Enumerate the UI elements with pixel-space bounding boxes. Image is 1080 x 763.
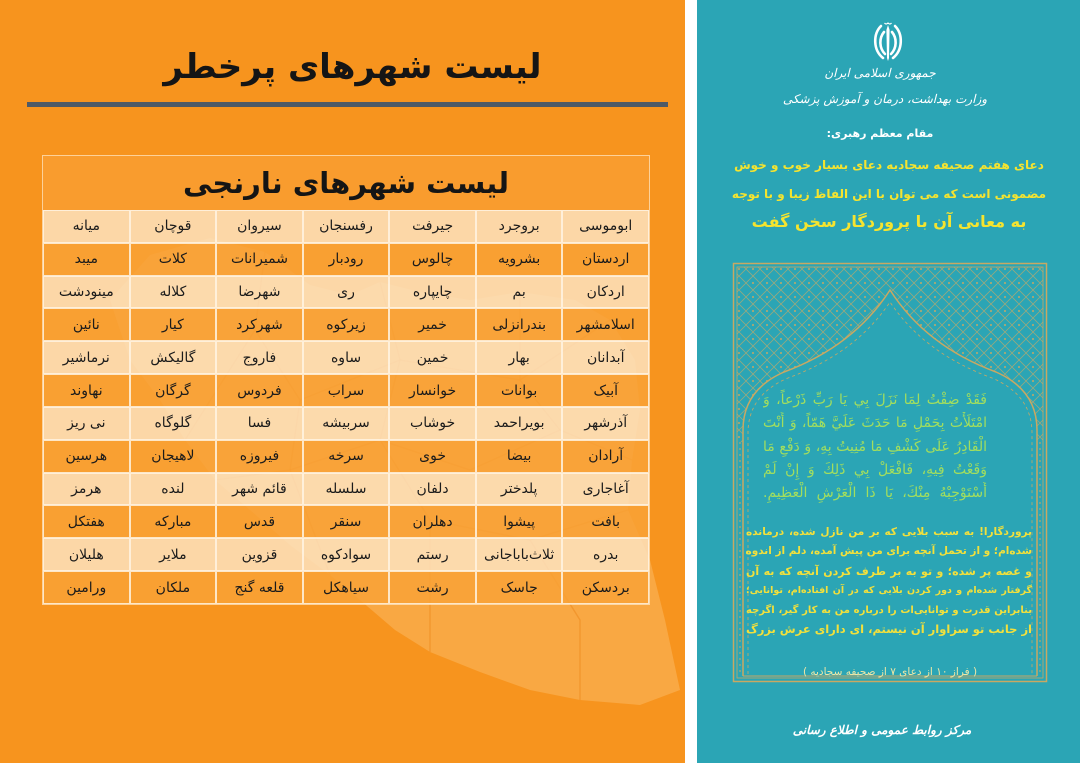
quote-line: دعای هفتم صحیفه سجادیه دعای بسیار خوب و خوش xyxy=(734,158,1044,172)
city-cell: بروجرد xyxy=(476,210,563,243)
city-cell: شمیرانات xyxy=(216,243,303,276)
city-cell: جاسک xyxy=(476,571,563,604)
city-cell: فاروج xyxy=(216,341,303,374)
citation: ( فراز ۱۰ از دعای ۷ از صحیفه سجادیه ) xyxy=(802,666,978,678)
table-title: لیست شهرهای نارنجی xyxy=(43,156,649,210)
city-cell: کلاله xyxy=(130,276,217,309)
city-cell: پلدختر xyxy=(476,473,563,506)
translation-line: از جانب تو سزاوار آن نیستم، ای دارای عرش بزرگ xyxy=(746,621,1032,636)
city-cell: ری xyxy=(303,276,390,309)
city-cell: مبارکه xyxy=(130,505,217,538)
quote-line: مضمونی است که می توان با این الفاظ زیبا و با توجه xyxy=(731,186,1047,201)
city-cell: ملکان xyxy=(130,571,217,604)
city-cell: بهار xyxy=(476,341,563,374)
city-cell: آبیک xyxy=(562,374,649,407)
prayer-arabic xyxy=(763,389,987,505)
city-cell: رستم xyxy=(389,538,476,571)
translation-line: و غصه پر شده؛ و تو به بر طرف کردن آنچه که به آن xyxy=(746,564,1032,578)
translation-line: پروردگارا! به سبب بلایی که بر من نازل شده، درمانده xyxy=(746,526,1032,538)
city-cell: شهرضا xyxy=(216,276,303,309)
city-cell: خوشاب xyxy=(389,407,476,440)
prayer-line: امْتَلَأْتُ بِحَمْلِ مَا حَدَثَ عَلَيَّ هَمّاً، وَ أَنْتَ xyxy=(763,415,987,432)
city-cell: بویراحمد xyxy=(476,407,563,440)
prayer-line: وَقَعْتُ فِيهِ، فَافْعَلْ بِي ذَلِكَ وَ إِنْ لَمْ xyxy=(763,461,987,478)
city-cell: ساوه xyxy=(303,341,390,374)
city-cell: قلعه گنج xyxy=(216,571,303,604)
city-cell: خوانسار xyxy=(389,374,476,407)
city-cell: بندرانزلی xyxy=(476,308,563,341)
translation-line: بنابراین قدرت و توانایی‌ات را درباره من به کار گیر، اگرچه xyxy=(746,604,1032,616)
city-cell: ملایر xyxy=(130,538,217,571)
city-cell: فسا xyxy=(216,407,303,440)
city-cell: میانه xyxy=(43,210,130,243)
city-cell: دلفان xyxy=(389,473,476,506)
city-cell: فردوس xyxy=(216,374,303,407)
city-cell: آرادان xyxy=(562,440,649,473)
city-cell: بشرویه xyxy=(476,243,563,276)
city-cell: نائین xyxy=(43,308,130,341)
city-cell: قوچان xyxy=(130,210,217,243)
right-panel xyxy=(697,0,1080,763)
translation-line: گرفتار شده‌ام و دور کردن بلایی که در آن افتاده‌ام، توانایی؛ xyxy=(746,585,1032,597)
city-cell: سربیشه xyxy=(303,407,390,440)
city-cell: کیار xyxy=(130,308,217,341)
city-cell: بافت xyxy=(562,505,649,538)
city-cell: شهرکرد xyxy=(216,308,303,341)
city-cell: دهلران xyxy=(389,505,476,538)
speaker-label: مقام معظم رهبری: xyxy=(826,127,934,140)
city-cell: آذرشهر xyxy=(562,407,649,440)
city-cell: خوی xyxy=(389,440,476,473)
city-cell: بدره xyxy=(562,538,649,571)
city-cell: قزوین xyxy=(216,538,303,571)
city-cell: رودبار xyxy=(303,243,390,276)
city-cell: کلات xyxy=(130,243,217,276)
page-title: لیست شهرهای پرخطر xyxy=(163,47,542,87)
city-cell: بردسکن xyxy=(562,571,649,604)
city-cell: ثلاث‌باباجانی xyxy=(476,538,563,571)
prayer-line: الْقَادِرُ عَلَى كَشْفِ مَا مُنِيتُ بِهِ، وَ دَفْعِ مَا xyxy=(763,438,987,455)
city-cell: زیرکوه xyxy=(303,308,390,341)
city-cell: هفتکل xyxy=(43,505,130,538)
city-cell: هلیلان xyxy=(43,538,130,571)
city-cell: گالیکش xyxy=(130,341,217,374)
ministry-name: وزارت بهداشت، درمان و آموزش پزشکی xyxy=(782,92,988,106)
city-cell: جیرفت xyxy=(389,210,476,243)
quote-line: به معانی آن با پروردگار سخن گفت xyxy=(751,212,1027,231)
city-cell: سلسله xyxy=(303,473,390,506)
prayer-line: أَسْتَوْجِبْهُ مِنْكَ، يَا ذَا الْعَرْشِ الْعَظِيمِ. xyxy=(763,485,987,502)
city-cell: سرخه xyxy=(303,440,390,473)
city-cell: چایپاره xyxy=(389,276,476,309)
city-cell: سیروان xyxy=(216,210,303,243)
city-cell: لنده xyxy=(130,473,217,506)
translation-line: شده‌ام؛ و از تحمل آنچه برای من پیش آمده، دلم از اندوه xyxy=(746,545,1032,558)
title-divider xyxy=(27,102,668,107)
orange-cities-table xyxy=(42,155,650,605)
city-cell: پیشوا xyxy=(476,505,563,538)
city-cell: نهاوند xyxy=(43,374,130,407)
prayer-line: فَقَدْ ضِقْتُ لِمَا نَزَلَ بِي يَا رَبِّ ذَرْعاً، وَ xyxy=(763,392,987,408)
city-cell: هرسین xyxy=(43,440,130,473)
city-cell: سوادکوه xyxy=(303,538,390,571)
prayer-translation xyxy=(746,523,1032,639)
city-cell: گرگان xyxy=(130,374,217,407)
city-cell: سیاهکل xyxy=(303,571,390,604)
city-cell: ورامین xyxy=(43,571,130,604)
city-cell: هرمز xyxy=(43,473,130,506)
city-cell: آبدانان xyxy=(562,341,649,374)
city-cell: بوانات xyxy=(476,374,563,407)
city-cell: بیضا xyxy=(476,440,563,473)
city-cell: بم xyxy=(476,276,563,309)
iran-emblem-icon xyxy=(871,20,905,62)
city-cell: رفسنجان xyxy=(303,210,390,243)
city-cell: مینودشت xyxy=(43,276,130,309)
city-cell: قدس xyxy=(216,505,303,538)
city-cell: اردستان xyxy=(562,243,649,276)
footer-credit: مرکز روابط عمومی و اطلاع رسانی xyxy=(792,723,972,737)
city-cell: ابوموسی xyxy=(562,210,649,243)
city-cell: میبد xyxy=(43,243,130,276)
city-cell: نرماشیر xyxy=(43,341,130,374)
city-cell: آغاجاری xyxy=(562,473,649,506)
city-cell: خمین xyxy=(389,341,476,374)
city-cell: فیروزه xyxy=(216,440,303,473)
country-name: جمهوری اسلامی ایران xyxy=(824,66,936,80)
city-grid xyxy=(43,210,649,604)
city-cell: چالوس xyxy=(389,243,476,276)
city-cell: خمیر xyxy=(389,308,476,341)
city-cell: رشت xyxy=(389,571,476,604)
city-cell: اردکان xyxy=(562,276,649,309)
city-cell: سراب xyxy=(303,374,390,407)
city-cell: سنقر xyxy=(303,505,390,538)
city-cell: قائم شهر xyxy=(216,473,303,506)
city-cell: گلوگاه xyxy=(130,407,217,440)
quote-heading xyxy=(730,151,1048,237)
city-cell: اسلامشهر xyxy=(562,308,649,341)
city-cell: نی ریز xyxy=(43,407,130,440)
city-cell: لاهیجان xyxy=(130,440,217,473)
